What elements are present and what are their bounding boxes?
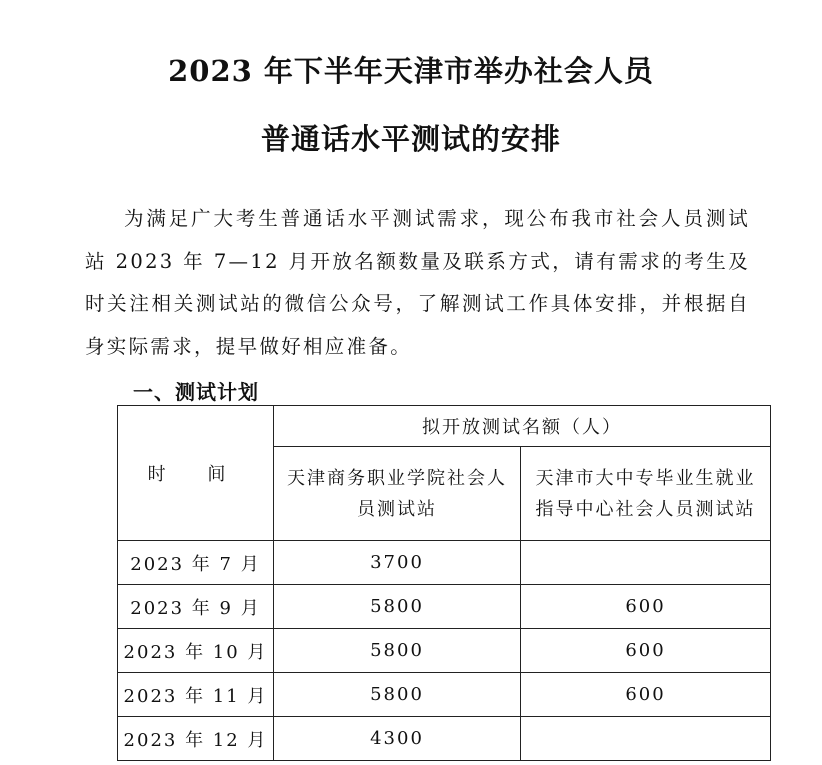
time-column-header: 时 间 bbox=[118, 406, 274, 541]
table-row bbox=[118, 717, 771, 761]
station-1-quota-cell: 4300 bbox=[274, 717, 521, 761]
station-1-quota-cell: 5800 bbox=[274, 585, 521, 629]
station-1-quota-cell: 5800 bbox=[274, 629, 521, 673]
month-cell: 2023 年 10 月 bbox=[118, 629, 274, 673]
station-2-header: 天津市大中专毕业生就业指导中心社会人员测试站 bbox=[521, 447, 771, 541]
month-cell: 2023 年 9 月 bbox=[118, 585, 274, 629]
intro-paragraph: 为满足广大考生普通话水平测试需求，现公布我市社会人员测试站 2023 年 7—12 月开放名额数量及联系方式，请有需求的考生及时关注相关测试站的微信公众号，了解测试工作具体安排，并根据自身实际需求，提早做好相应准备。 bbox=[85, 207, 750, 358]
station-1-header: 天津商务职业学院社会人员测试站 bbox=[274, 447, 521, 541]
table-row bbox=[118, 673, 771, 717]
table-header-row bbox=[118, 406, 771, 447]
station-2-quota-cell: 600 bbox=[521, 673, 771, 717]
station-2-quota-cell: 600 bbox=[521, 629, 771, 673]
quota-column-header: 拟开放测试名额（人） bbox=[274, 406, 771, 447]
table-row bbox=[118, 541, 771, 585]
month-cell: 2023 年 12 月 bbox=[118, 717, 274, 761]
table-row bbox=[118, 585, 771, 629]
station-1-quota-cell: 3700 bbox=[274, 541, 521, 585]
station-1-quota-cell: 5800 bbox=[274, 673, 521, 717]
document-title-line-2: 普通话水平测试的安排 bbox=[260, 122, 561, 156]
station-2-quota-cell bbox=[521, 541, 771, 585]
document-title-line-1: 2023 年下半年天津市举办社会人员 bbox=[168, 54, 654, 88]
table-row bbox=[118, 629, 771, 673]
month-cell: 2023 年 7 月 bbox=[118, 541, 274, 585]
section-heading-test-plan: 一、测试计划 bbox=[133, 380, 259, 404]
station-2-quota-cell bbox=[521, 717, 771, 761]
test-plan-table bbox=[117, 405, 771, 761]
month-cell: 2023 年 11 月 bbox=[118, 673, 274, 717]
station-2-quota-cell: 600 bbox=[521, 585, 771, 629]
